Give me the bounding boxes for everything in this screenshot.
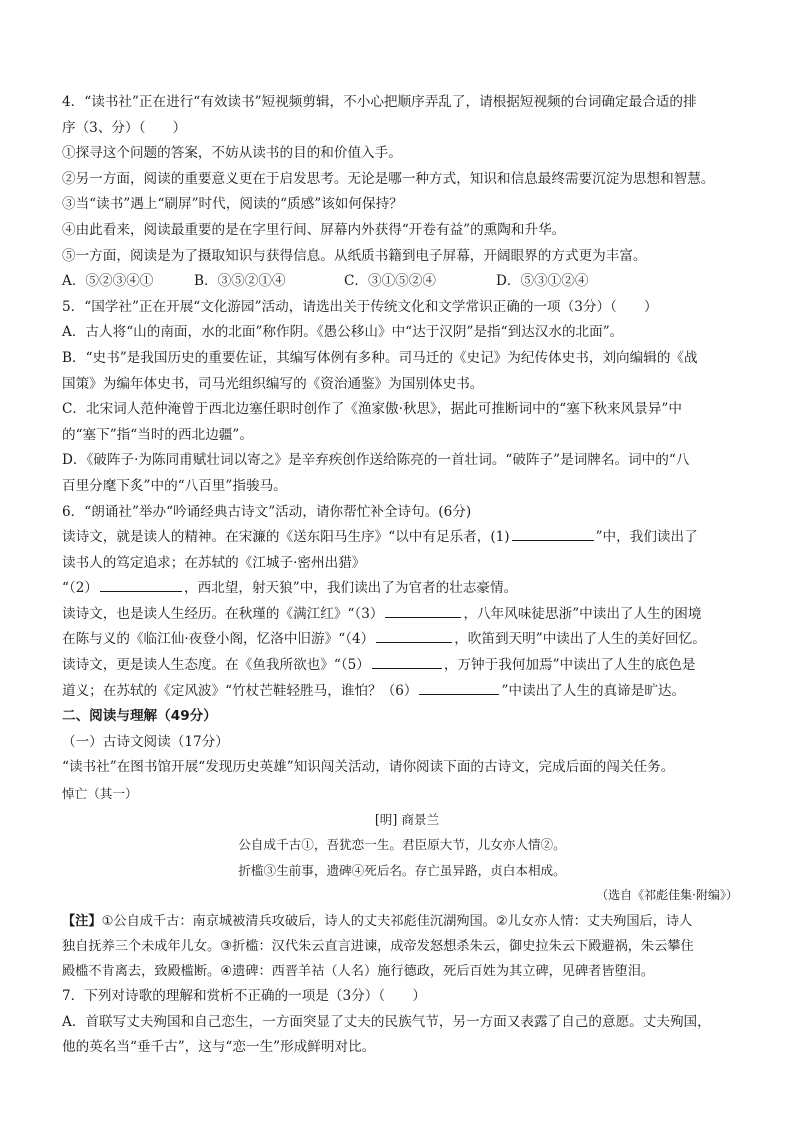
text: 读诗文，更是读人生态度。在《鱼我所欲也》“（5） [62, 657, 370, 674]
option-d-cont: 百里分麾下炙”中的“八百里”指骏马。 [62, 477, 287, 494]
question-stem: 5．“国学社”正在开展“文化游园”活动，请选出关于传统文化和文学常识正确的一项（3分）（ ） [62, 298, 658, 315]
option-b: B．③⑤②①④ [194, 273, 286, 290]
exam-page [62, 90, 742, 1061]
question-stem: 4．“读书社”正在进行“有效读书”短视频剪辑，不小心把顺序弄乱了，请根据短视频的台词确定最合适的排 [62, 94, 697, 110]
option-a: A．首联写丈夫殉国和自己恋生，一方面突显了丈夫的民族气节，另一方面又表露了自己的意愿。丈夫殉国， [62, 1013, 711, 1030]
text: ”中读出了人生的真谛是旷达。 [501, 682, 686, 699]
text: ，万钟于我何加焉”中读出了人生的底色是 [443, 657, 696, 674]
note-label: 【注】 [62, 914, 102, 929]
fill-blank-1[interactable] [512, 526, 594, 541]
note-line-2: 独自抚养三个未成年儿女。③折槛：汉代朱云直言进谏，成帝发怒想杀朱云，御史拉朱云下殿避祸，朱云攀住 [62, 939, 694, 954]
poem-author: [明] 商景兰 [374, 811, 440, 827]
fill-line-3 [62, 576, 742, 602]
text: 读诗文，就是读人的精神。在宋濂的《送东阳马生序》“以中有足乐者，(1) [62, 529, 510, 546]
section-2 [62, 704, 742, 781]
subsection-title: （一）古诗文阅读（17分） [62, 733, 229, 750]
fill-line-5 [62, 627, 742, 653]
option-d: D．⑤③①②④ [496, 273, 589, 290]
text: 在陈与义的《临江仙·夜登小阁，忆洛中旧游》“（4） [62, 631, 375, 648]
fill-blank-5[interactable] [372, 654, 442, 669]
sentence-5: ⑤一方面，阅读是为了摄取知识与获得信息。从纸质书籍到电子屏幕，开阔眼界的方式更为丰富。 [62, 247, 647, 264]
sentence-1: ①探寻这个问题的答案，不妨从读书的目的和价值入手。 [62, 145, 402, 162]
text: ，吹笛到天明”中读出了人生的美好回忆。 [454, 631, 706, 648]
sentence-2: ②另一方面，阅读的重要意义更在于启发思考。无论是哪一种方式，知识和信息最终需要沉淀为思想和智慧。 [62, 170, 715, 187]
question-4 [62, 90, 742, 295]
option-b: B．“史书”是我国历史的重要佐证，其编写体例有多种。司马迁的《史记》为纪传体史书，刘向编辑的《战 [62, 349, 698, 366]
text: ，西北望，射天狼”中，我们读出了为官者的壮志豪情。 [184, 580, 518, 597]
text: 道义；在苏轼的《定风波》“竹杖芒鞋轻胜马，谁怕？（6） [62, 682, 418, 699]
text: “（2） [62, 580, 98, 597]
option-a: A．⑤②③④① [62, 273, 154, 290]
question-stem-cont: 序（3、分）（ ） [62, 119, 187, 136]
poem [62, 781, 742, 909]
section-intro: “读书社”在图书馆开展“发现历史英雄”知识闯关活动，请你阅读下面的古诗文，完成后面的闯关任务。 [62, 759, 675, 776]
sentence-4: ④由此看来，阅读最重要的是在字里行间、屏幕内外获得“开卷有益”的熏陶和升华。 [62, 221, 566, 238]
fill-line-4 [62, 602, 742, 628]
fill-blank-6[interactable] [419, 680, 499, 695]
text: ①公自成千古：南京城被清兵攻破后，诗人的丈夫祁彪佳沉湖殉国。②儿女亦人情：丈夫殉国后，诗人 [101, 914, 693, 929]
sentence-3: ③当“读书”遇上“刷屏”时代，阅读的“质感”该如何保持？ [62, 196, 403, 213]
option-c: C．③①⑤②④ [344, 273, 436, 290]
fill-blank-2[interactable] [100, 577, 182, 592]
option-c-cont: 的“塞下”指“当时的西北边疆”。 [62, 426, 253, 443]
option-a: A．古人将“山的南面，水的北面”称作阴。《愚公移山》中“达于汉阴”是指“到达汉水的北面”。 [62, 324, 624, 341]
poem-source: （选自《祁彪佳集·附编》） [596, 888, 738, 903]
section-title: 二、阅读与理解（49分） [62, 708, 217, 725]
fill-blank-4[interactable] [376, 628, 452, 643]
poem-line-2: 折槛③生前事，遗碑④死后名。存亡虽异路，贞白本相成。 [238, 862, 566, 878]
fill-line-6 [62, 653, 742, 679]
question-7 [62, 984, 742, 1061]
answer-options [62, 269, 742, 295]
poem-line-1: 公自成千古①，吾犹恋一生。君臣原大节，儿女亦人情②。 [238, 837, 566, 853]
question-stem: 6．“朗诵社”举办“吟诵经典古诗文”活动，请你帮忙补全诗句。(6分) [62, 503, 472, 520]
question-5 [62, 295, 742, 500]
text: ”中，我们读出了 [595, 529, 698, 546]
note-line-1 [62, 909, 742, 934]
fill-blank-3[interactable] [385, 603, 461, 618]
question-stem: 7．下列对诗歌的理解和赏析不正确的一项是（3分）（ ） [62, 988, 426, 1004]
question-6 [62, 500, 742, 705]
fill-line-2: 读书人的笃定追求；在苏轼的《江城子·密州出猎》 [62, 554, 366, 571]
annotation-note [62, 909, 742, 984]
text: ，八年风味徒思浙”中读出了人生的困境 [463, 605, 702, 622]
option-a-cont: 他的英名当“垂千古”，这与“恋一生”形成鲜明对比。 [62, 1039, 376, 1056]
option-c: C．北宋词人范仲淹曾于西北边塞任职时创作了《渔家傲·秋思》，据此可推断词中的“塞下秋来风景异”中 [62, 401, 682, 418]
fill-line-7 [62, 679, 742, 705]
note-line-3: 殿槛不肯离去，致殿槛断。④遗碑：西晋羊祜（人名）施行德政，死后百姓为其立碑，见碑者皆堕泪。 [62, 964, 655, 979]
text: 读诗文，也是读人生经历。在秋瑾的《满江红》“（3） [62, 605, 384, 622]
option-d: D．《破阵子·为陈同甫赋壮词以寄之》是辛弃疾创作送给陈亮的一首壮词。“破阵子”是词牌名。词中的“八 [62, 452, 690, 469]
option-b-cont: 国策》为编年体史书，司马光组织编写的《资治通鉴》为国别体史书。 [62, 375, 484, 392]
fill-line-1 [62, 525, 742, 551]
poem-title: 悼亡（其一） [62, 786, 138, 802]
